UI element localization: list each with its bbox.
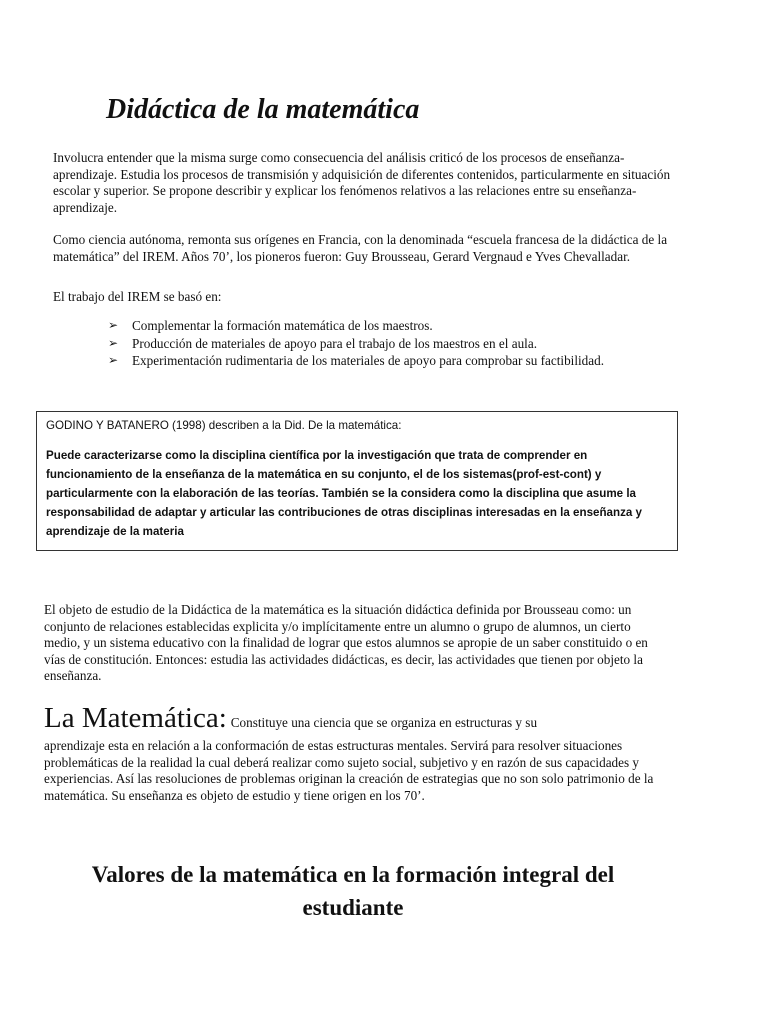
list-item — [108, 335, 708, 353]
matematica-paragraph: aprendizaje esta en relación a la conformación de estas estructuras mentales. Servirá para resolver situaciones problemáticas de la realidad la cual deberá realizar como sujeto social, subjetivo y en razón de sus capacidades y experiencias. Así las resoluciones de problemas originan la creación de estrategias que no son solo patrimonio de la matemática. Su enseñanza es objeto de estudio y tiene origen en los 70’. — [44, 738, 654, 803]
arrow-bullet-icon: ➢ — [108, 353, 119, 367]
page-title: Didáctica de la matemática — [106, 94, 420, 125]
list-item — [108, 352, 708, 370]
arrow-bullet-icon: ➢ — [108, 318, 119, 332]
list-item — [108, 317, 708, 335]
list-item-text: Producción de materiales de apoyo para el trabajo de los maestros en el aula. — [132, 335, 537, 351]
definition-box-heading: GODINO Y BATANERO (1998) describen a la Did. De la matemática: — [46, 419, 402, 432]
definition-box — [36, 411, 678, 551]
intro-paragraph-2: Como ciencia autónoma, remonta sus orígenes en Francia, con la denominada “escuela francesa de la didáctica de la matemática” del IREM. Años 70’, los pioneros fueron: Guy Brousseau, Gerard Vergnaud e Yves Chevalladar. — [53, 232, 668, 264]
intro-paragraph-1: Involucra entender que la misma surge como consecuencia del análisis criticó de los procesos de enseñanza-aprendizaje. Estudia los procesos de transmisión y adquisición de diferentes contenidos, particularmente en situación escolar y superior. Se propone describir y explicar los fenómenos relativos a las relaciones entre su enseñanza-aprendizaje. — [53, 150, 671, 215]
matematica-heading-line — [44, 700, 684, 736]
irem-work-list — [108, 317, 708, 370]
list-item-text: Complementar la formación matemática de los maestros. — [132, 318, 433, 333]
definition-box-body: Puede caracterizarse como la disciplina científica por la investigación que trata de comprender en funcionamiento de la enseñanza de la matemática en su conjunto, el de los sistemas(prof-est-cont) y particularmente con la elaboración de las teorías. También se la considera como la disciplina que asume la responsabilidad de adaptar y articular las contribuciones de otras disciplinas interesadas en la enseñanza y aprendizaje de la materia — [46, 449, 643, 538]
matematica-heading: La Matemática: — [44, 702, 227, 734]
section-subtitle: Valores de la matemática en la formación integral del estudiante — [91, 862, 615, 920]
list-item-text: Experimentación rudimentaria de los materiales de apoyo para comprobar su factibilidad. — [132, 353, 605, 368]
object-of-study-paragraph: El objeto de estudio de la Didáctica de la matemática es la situación didáctica definida por Brousseau como: un conjunto de relaciones establecidas explicita y/o implícitamente entre un alumno o grupo de alumnos, un cierto medio, y un sistema educativo con la finalidad de lograr que estos alumnos se apropie de un saber constituido o en vías de constitución. Entonces: estudia las actividades didácticas, es decir, las actividades que tienen por objeto la enseñanza. — [44, 602, 648, 683]
arrow-bullet-icon: ➢ — [108, 335, 119, 350]
intro-paragraph-3: El trabajo del IREM se basó en: — [53, 289, 222, 304]
matematica-first-line: Constituye una ciencia que se organiza en estructuras y su — [230, 715, 538, 730]
